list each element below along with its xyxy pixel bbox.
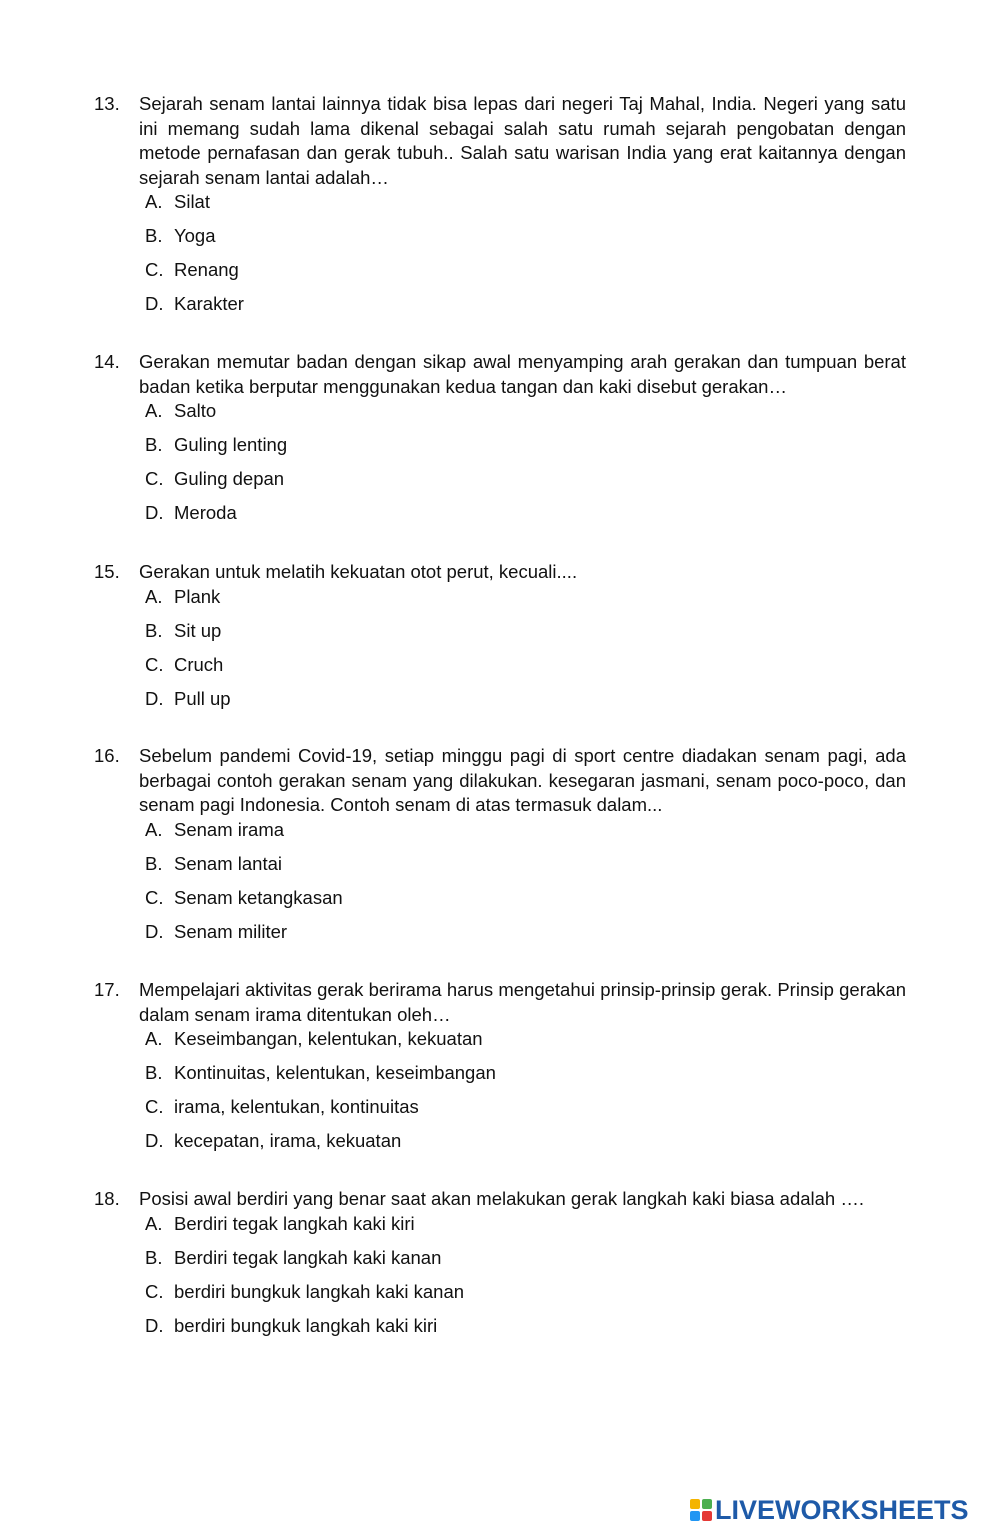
option-letter: B. [145,1246,163,1268]
option-text: Renang [174,259,239,280]
option-letter: D. [145,920,164,942]
question-text: Sebelum pandemi Covid-19, setiap minggu pagi di sport centre diadakan senam pagi, ada berbagai contoh gerakan senam yang dilakukan. kesegaran jasmani, senam poco-poco, dan senam pagi Indonesia. Contoh senam di atas termasuk dalam... [139,745,906,815]
option-text: kecepatan, irama, kekuatan [174,1130,402,1151]
logo-square-blue [690,1511,700,1521]
question-number: 13. [94,93,120,114]
question-text: Posisi awal berdiri yang benar saat akan melakukan gerak langkah kaki biasa adalah …. [139,1188,865,1209]
question-13 [94,92,906,326]
question-number: 18. [94,1188,120,1209]
question-14 [94,350,906,535]
logo-square-red [702,1511,712,1521]
answer-option-b[interactable] [145,619,906,653]
option-text: Senam militer [174,920,288,942]
answer-option-b[interactable] [145,224,906,258]
option-letter: A. [145,191,163,212]
option-letter: A. [145,1212,163,1234]
answer-options [94,190,906,326]
question-number: 14. [94,351,120,372]
option-text: Senam lantai [174,852,282,874]
option-text: berdiri bungkuk langkah kaki kanan [174,1280,465,1302]
question-text: Mempelajari aktivitas gerak berirama harus mengetahui prinsip-prinsip gerak. Prinsip gerakan dalam senam irama ditentukan oleh… [139,979,906,1025]
option-letter: C. [145,468,164,489]
option-text: Guling lenting [174,434,288,455]
question-text: Sejarah senam lantai lainnya tidak bisa lepas dari negeri Taj Mahal, India. Negeri yang satu ini memang sudah lama dikenal sebagai salah satu rumah sejarah pengobatan dengan metode pernafasan dan gerak tubuh.. Salah satu warisan India yang erat kaitannya dengan sejarah senam lantai adalah… [139,93,906,188]
option-letter: D. [145,1314,164,1336]
question-number: 16. [94,745,120,766]
answer-option-c[interactable] [145,1280,906,1314]
option-letter: B. [145,1062,163,1083]
option-text: Meroda [174,502,237,523]
option-letter: C. [145,653,164,675]
answer-option-a[interactable] [145,399,906,433]
option-text: berdiri bungkuk langkah kaki kiri [174,1314,438,1336]
answer-option-d[interactable] [145,292,906,326]
option-letter: A. [145,818,163,840]
option-letter: C. [145,886,164,908]
option-text: Kontinuitas, kelentukan, keseimbangan [174,1062,496,1083]
question-16 [94,744,906,954]
option-letter: D. [145,687,164,709]
answer-option-b[interactable] [145,852,906,886]
question-number: 17. [94,979,120,1000]
answer-option-a[interactable] [145,1027,906,1061]
option-letter: C. [145,1280,164,1302]
option-letter: B. [145,225,163,246]
option-text: Keseimbangan, kelentukan, kekuatan [174,1028,483,1049]
question-17 [94,978,906,1163]
option-text: Cruch [174,653,224,675]
answer-options [94,818,906,954]
answer-option-c[interactable] [145,886,906,920]
answer-option-d[interactable] [145,1314,906,1348]
option-letter: D. [145,1130,164,1151]
answer-option-a[interactable] [145,585,906,619]
answer-option-c[interactable] [145,467,906,501]
question-15 [94,560,906,721]
question-text: Gerakan untuk melatih kekuatan otot perut, kecuali.... [139,561,578,582]
answer-option-d[interactable] [145,501,906,535]
liveworksheets-logo-icon [690,1499,712,1521]
option-text: Salto [174,400,217,421]
option-text: Karakter [174,293,244,314]
option-letter: D. [145,502,164,523]
option-text: Plank [174,585,221,607]
answer-option-a[interactable] [145,190,906,224]
option-letter: A. [145,585,163,607]
option-text: irama, kelentukan, kontinuitas [174,1096,419,1117]
option-text: Sit up [174,619,222,641]
option-text: Yoga [174,225,216,246]
answer-option-d[interactable] [145,920,906,954]
option-letter: A. [145,1028,163,1049]
option-letter: A. [145,400,163,421]
option-text: Guling depan [174,468,285,489]
option-text: Silat [174,191,210,212]
answer-option-a[interactable] [145,1212,906,1246]
answer-option-b[interactable] [145,1246,906,1280]
option-letter: B. [145,619,163,641]
option-text: Berdiri tegak langkah kaki kiri [174,1212,415,1234]
answer-option-d[interactable] [145,687,906,721]
brand-name: LIVEWORKSHEETS [715,1494,969,1525]
option-text: Senam irama [174,818,285,840]
question-number: 15. [94,561,120,582]
answer-option-b[interactable] [145,1061,906,1095]
answer-option-b[interactable] [145,433,906,467]
question-18 [94,1187,906,1348]
answer-option-c[interactable] [145,258,906,292]
answer-option-c[interactable] [145,653,906,687]
answer-option-c[interactable] [145,1095,906,1129]
option-text: Berdiri tegak langkah kaki kanan [174,1246,442,1268]
answer-option-a[interactable] [145,818,906,852]
logo-square-yellow [690,1499,700,1509]
answer-options [94,399,906,535]
option-letter: B. [145,852,163,874]
answer-option-d[interactable] [145,1129,906,1163]
option-text: Pull up [174,687,231,709]
question-text: Gerakan memutar badan dengan sikap awal menyamping arah gerakan dan tumpuan berat badan ketika berputar menggunakan kedua tangan dan kaki disebut gerakan… [139,351,906,397]
option-letter: C. [145,1096,164,1117]
liveworksheets-logo[interactable] [690,1494,969,1526]
logo-square-green [702,1499,712,1509]
option-text: Senam ketangkasan [174,886,343,908]
answer-options [94,1212,906,1348]
option-letter: B. [145,434,163,455]
answer-options [94,585,906,721]
option-letter: D. [145,293,164,314]
answer-options [94,1027,906,1163]
option-letter: C. [145,259,164,280]
